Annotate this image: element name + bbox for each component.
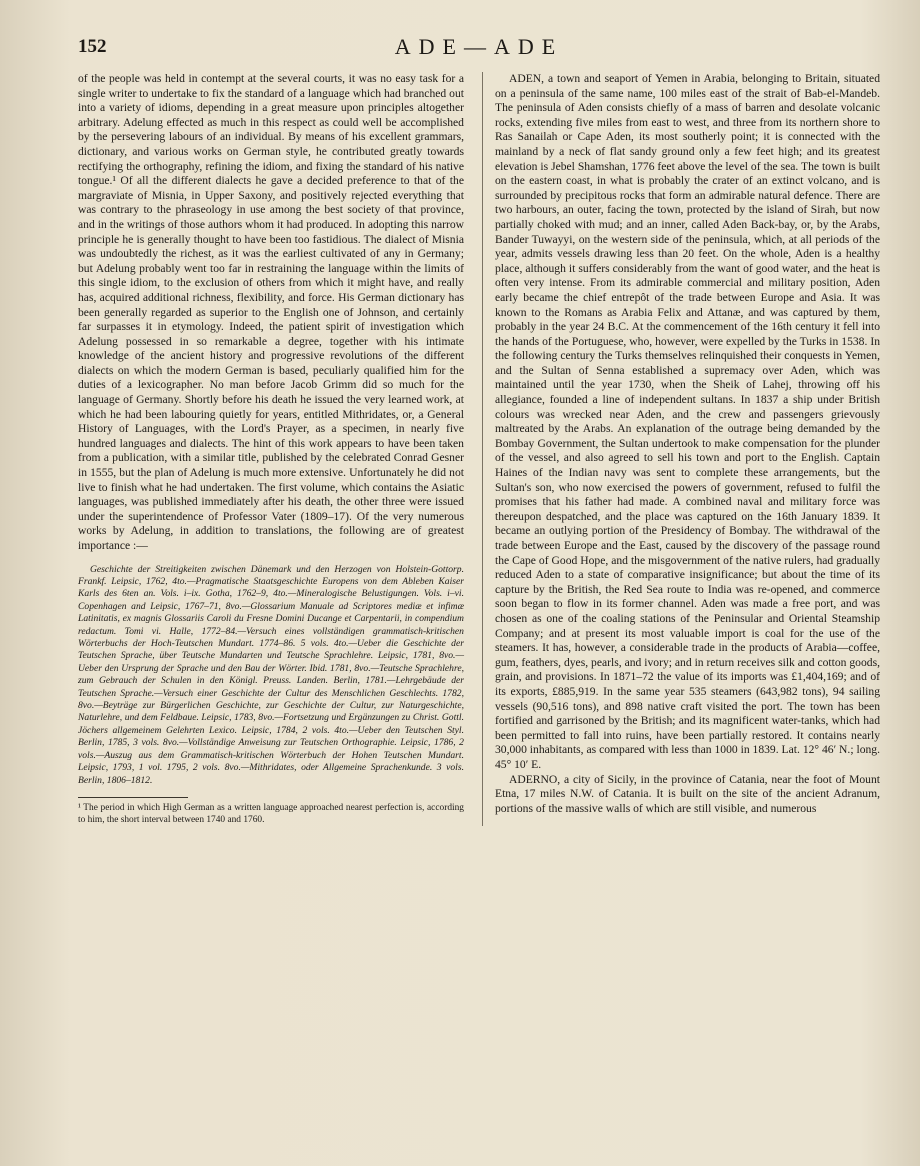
- right-column: [482, 72, 880, 826]
- left-column: [78, 72, 464, 826]
- running-title: ADE—ADE: [394, 34, 564, 59]
- page-number: 152: [78, 36, 107, 57]
- page-header: [78, 34, 880, 68]
- adelung-paragraph: of the people was held in contempt at the several courts, it was no easy task for a single writer to undertake to fix the standard of a language which had branched out into a variety of idioms, depending in a great measure upon principles altogether arbitrary. Adelung effected as much in this respect as could well be accomplished by the persevering labours of an individual. By means of his excellent grammars, dictionary, and various works on German style, he contributed greatly towards rectifying the orthography, refining the idiom, and fixing the standard of his native tongue.¹ Of all the different dialects he gave a decided preference to that of the margraviate of Misnia, in Upper Saxony, and positively rejected everything that was contrary to the phraseology in use among the best society of that province, and in the writings of those authors whom it had produced. In adopting this narrow principle he is generally thought to have been too fastidious. The dialect of Misnia was undoubtedly the richest, as it was the earliest cultivated of any in Germany; but Adelung probably went too far in restraining the language within the limits of this single idiom, to the exclusion of others from which it might have, and really has, acquired additional richness, flexibility, and force. His German dictionary has been generally regarded as superior to the English one of Johnson, and certainly far surpasses it in etymology. Indeed, the patient spirit of investigation which Adelung possessed in so remarkable a degree, together with his intimate knowledge of the ancient history and progressive revolutions of the different dialects on which the modern German is based, peculiarly qualified him for the duties of a lexicographer. No man before Jacob Grimm did so much for the language of Germany. Shortly before his death he issued the very learned work, at which he had been labouring quietly for years, entitled Mithridates, or, a General History of Languages, with the Lord's Prayer, as a specimen, in nearly five hundred languages and dialects. The hint of this work appears to have been taken from a publication, with a similar title, published by the celebrated Conrad Gesner in 1555, but the plan of Adelung is much more extensive. Unfortunately he did not live to finish what he had undertaken. The first volume, which contains the Asiatic languages, was published immediately after his death, the other three were issued under the superintendence of Professor Vater (1809–17). Of the very numerous works by Adelung, in addition to translations, the following are of greatest importance :—: [78, 72, 464, 552]
- footnote: ¹ The period in which High German as a written language approached nearest perfection is, according to him, the short interval between 1740 and 1760.: [78, 802, 464, 825]
- bibliography-list: Geschichte der Streitigkeiten zwischen Dänemark und den Herzogen von Holstein-Gottorp. Frankf. Leipsic, 1762, 4to.—Pragmatische Staatsgeschichte Europens von dem Ableben Kaiser Karls des 6ten an. Vols. i–ix. Gotha, 1762–9, 4to.—Mineralogische Belustigungen. Vols. i–vi. Copenhagen and Leipsic, 1767–71, 8vo.—Glossarium Manuale ad Scriptores mediæ et infimæ Latinitatis, ex magnis Glossariis Caroli du Fresne Domini Ducange et Carpentarii, in compendium redactum. Tomi vi. Halle, 1772–84.—Versuch eines vollständigen grammatisch-kritischen Wörterbuchs der Hoch-Teutschen Mundart. 1774–86. 5 vols. 4to.—Ueber die Geschichte der Teutschen Sprache, über Teutsche Mundarten und Teutsche Sprachlehre. Leipsic, 1781, 8vo.—Ueber den Ursprung der Sprache und den Bau der Wörter. Ibid. 1781, 8vo.—Teutsche Sprachlehre, zum Gebrauch der Schulen in den Königl. Preuss. Landen. Berlin, 1781.—Lehrgebäude der Teutschen Sprache.—Versuch einer Geschichte der Cultur des Menschlichen Geschlechts. 1782, 8vo.—Beyträge zur Bürgerlichen Geschichte, zur Geschichte der Cultur, zur Naturgeschichte, Naturlehre, und dem Feldbaue. Leipsic, 1783, 8vo.—Fortsetzung und Ergänzungen zu Christ. Gottl. Jöchers allgemeinem Gelehrten Lexico. Leipsic, 1784, 2 vols. 4to.—Ueber den Teutschen Styl. Berlin, 1785, 3 vols. 8vo.—Vollständige Anweisung zur Teutschen Orthographie. Leipsic, 1786, 2 vols.—Auszug aus dem Grammatisch-kritischen Wörterbuch der Hohen Teutschen Mundart. Leipsic, 1793, 1 vol. 1795, 2 vols. 8vo.—Mithridates, oder Allgemeine Sprachenkunde. 3 vols. Berlin, 1806–1812.: [78, 563, 464, 786]
- text-columns: [78, 72, 880, 826]
- aden-entry: ADEN, a town and seaport of Yemen in Arabia, belonging to Britain, situated on a peninsula of the same name, 100 miles east of the strait of Bab-el-Mandeb. The peninsula of Aden consists chiefly of a mass of barren and desolate volcanic rocks, extending five miles from east to west, and three from its northern shore to Ras Sanailah or Cape Aden, its most southerly point; it is connected with the mainland by a neck of flat sandy ground only a few feet high; and its greatest elevation is Jebel Shamshan, 1776 feet above the level of the sea. The town is built on the eastern coast, in what is probably the crater of an extinct volcano, and is surrounded by precipitous rocks that form an admirable natural defence. There are two harbours, an outer, facing the town, protected by the island of Sirah, but now partially choked with mud; and an inner, called Aden Back-bay, or, by the Arabs, Bander Tuwayyi, on the western side of the peninsula, which, at all periods of the year, admits vessels drawing less than 20 feet. On the whole, Aden is a healthy place, although it suffers considerably from the want of good water, and the heat is often very intense. From its admirable commercial and military position, Aden early became the chief entrepôt of the trade between Europe and Asia. It was known to the Romans as Arabia Felix and Attanæ, and was captured by them, probably in the year 24 B.C. At the commencement of the 16th century it fell into the hands of the Portuguese, who, however, were expelled by the Turks in 1538. In the following century the Turks themselves relinquished their conquests in Yemen, and the Sultan of Senna established a supremacy over Aden, which was maintained until the year 1730, when the Sheik of Lahej, throwing off his allegiance, founded a line of independent sultans. In 1837 a ship under British colours was wrecked near Aden, and the crew and passengers grievously maltreated by the Arabs. An explanation of the outrage being demanded by the Bombay Government, the Sultan undertook to make compensation for the plunder of the vessel, and also agreed to sell his town and port to the English. Captain Haines of the Indian navy was sent to complete these arrangements, but the Sultan's son, who now exercised the powers of government, refused to fulfil the promises that his father had made. A combined naval and military force was thereupon despatched, and the place was captured on the 16th January 1839. It became an outlying portion of the Presidency of Bombay. The withdrawal of the trade between Europe and the East, caused by the discovery of the passage round the Cape of Good Hope, and the misgovernment of the native rulers, had gradually reduced Aden to a state of comparative insignificance; but about the time of its capture by the British, the Red Sea route to India was re-opened, and commerce soon began to flow in its former channel. Aden was made a free port, and was chosen as one of the coaling stations of the Peninsular and Oriental Steamship Company; and at present its most valuable import is coal for the use of the steamers. It has, however, a considerable trade in the products of Arabia—coffee, gum, feathers, dyes, pearls, and ivory; and in return receives silk and cotton goods, grain, and provisions. In 1871–72 the value of its imports was £1,404,169; and of its exports, £885,919. In the same year 535 steamers (643,982 tons), 94 sailing vessels (90,516 tons), and 898 native craft visited the port. The town has been fortified and garrisoned by the British; and its magnificent water-tanks, which had been permitted to fall into ruins, have been partially restored. It contains nearly 30,000 inhabitants, as compared with less than 1000 in 1839. Lat. 12° 46′ N.; long. 45° 10′ E.: [494, 72, 880, 771]
- aderno-entry: ADERNO, a city of Sicily, in the province of Catania, near the foot of Mount Etna, 17 miles N.W. of Catania. It is built on the site of the ancient Adranum, portions of the massive walls of which are still visible, and numerous: [494, 772, 880, 815]
- footnote-divider: [78, 797, 188, 798]
